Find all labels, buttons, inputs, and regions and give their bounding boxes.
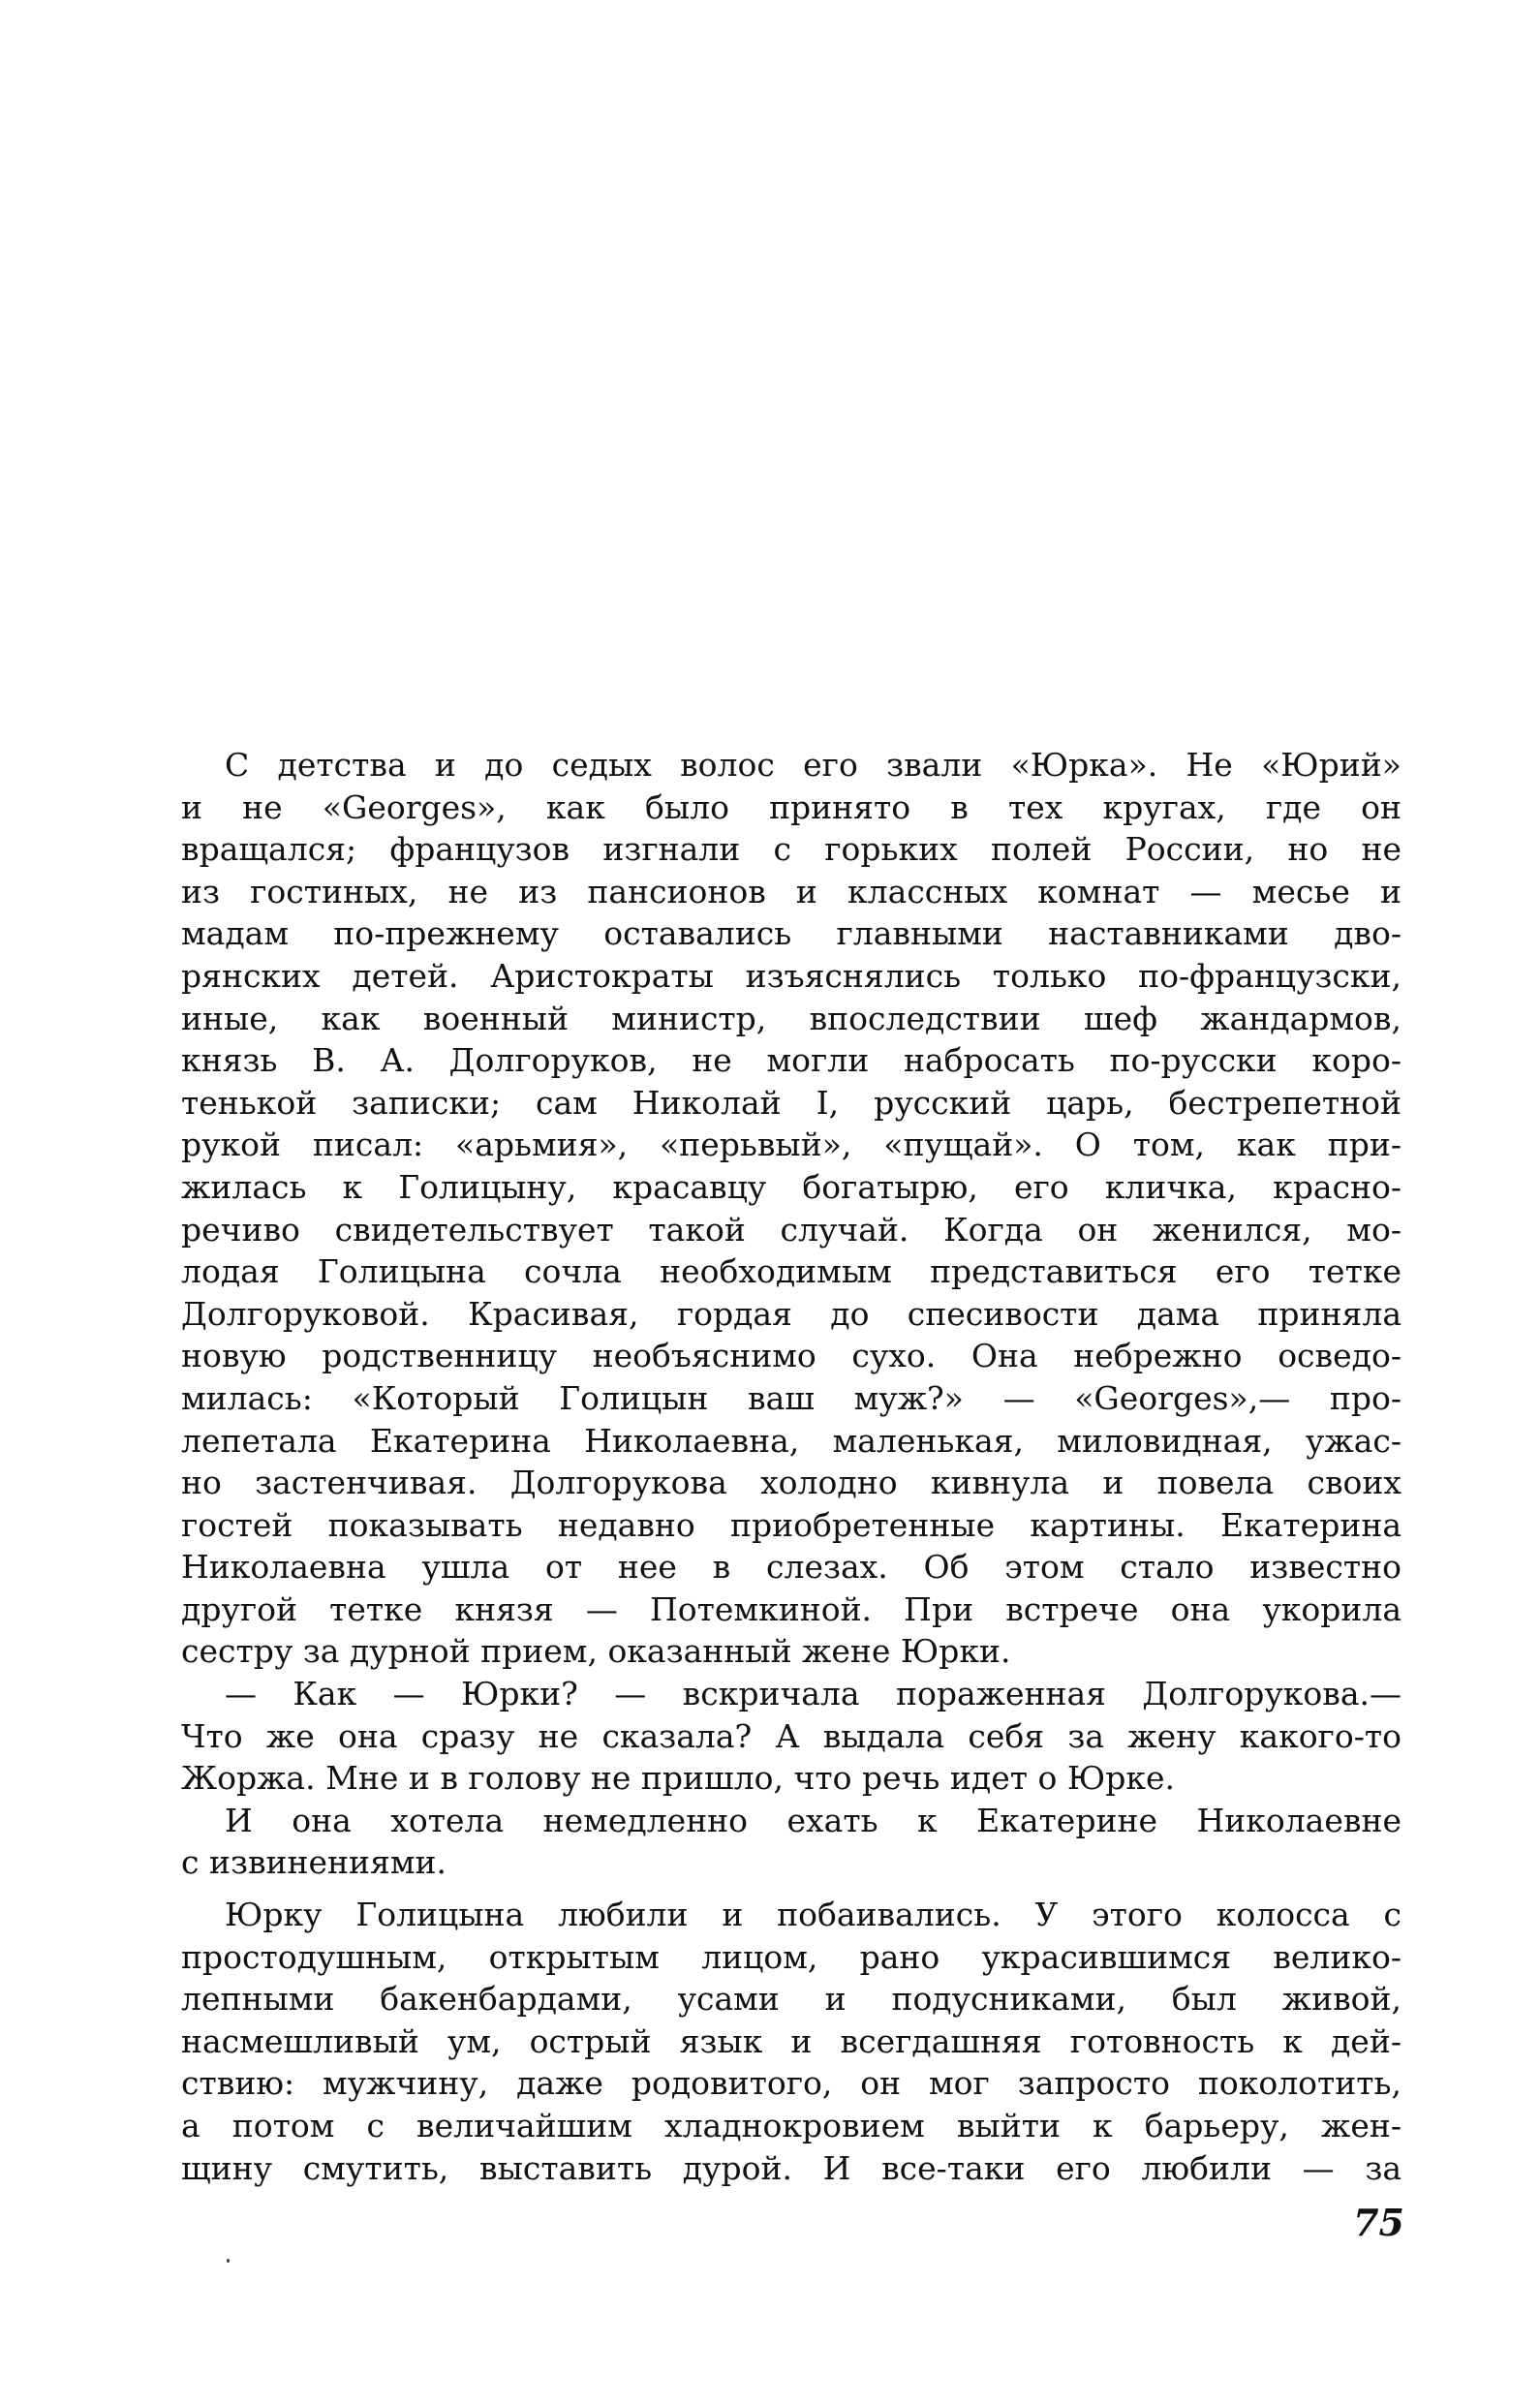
text-line: ствию: мужчину, даже родовитого, он мог запросто поколотить, [181,2064,1401,2103]
text-line: Долгоруковой. Красивая, гордая до спесивости дама приняла [181,1294,1401,1333]
text-line: Юрку Голицына любили и побаивались. У этого колосса с [225,1896,1401,1934]
text-line: щину смутить, выставить дурой. И все-таки его любили — за [181,2148,1401,2187]
text-line: другой тетке князя — Потемкиной. При встрече она укорила [181,1589,1401,1628]
text-line: насмешливый ум, острый язык и всегдашняя готовность к дей- [181,2021,1401,2060]
text-line: а потом с величайшим хладнокровием выйти к барьеру, жен- [181,2107,1401,2144]
text-line: Николаевна ушла от нее в слезах. Об этом стало известно [181,1548,1401,1587]
text-line: Жоржа. Мне и в голову не пришло, что речь идет о Юрке. [181,1759,1175,1798]
text-line: гостей показывать недавно приобретенные картины. Екатерина [181,1505,1401,1544]
text-line: лепетала Екатерина Николаевна, маленькая, миловидная, ужас- [181,1421,1401,1460]
text-line: вращался; французов изгнали с горьких полей России, но не [181,830,1401,869]
text-line: рукой писал: «арьмия», «перьвый», «пущай». О том, как при- [181,1126,1401,1164]
text-line: милась: «Который Голицын ваш муж?» — «Georges»,— про- [181,1378,1401,1417]
text-line: лодая Голицына сочла необходимым представиться его тетке [181,1252,1401,1291]
text-line: тенькой записки; сам Николай I, русский царь, бестрепетной [181,1083,1401,1122]
text-line: речиво свидетельствует такой случай. Когда он женился, мо- [181,1210,1401,1249]
text-line: простодушным, открытым лицом, рано украсившимся велико- [181,1937,1401,1976]
text-line: лепными бакенбардами, усами и подусниками, был живой, [181,1980,1401,2019]
text-line: сестру за дурной прием, оказанный жене Юрки. [181,1632,1011,1671]
text-line: иные, как военный министр, впоследствии шеф жандармов, [181,999,1401,1037]
text-line: С детства и до седых волос его звали «Юрка». Не «Юрий» [225,746,1401,784]
text-line: И она хотела немедленно ехать к Екатерине Николаевне [225,1801,1401,1839]
text-line: мадам по-прежнему оставались главными наставниками дво- [181,914,1401,953]
text-line: но застенчивая. Долгорукова холодно кивнула и повела своих [181,1464,1401,1502]
text-line: с извинениями. [181,1843,447,1882]
page-number: 75 [1353,2201,1404,2244]
text-line: и не «Georges», как было принято в тех кругах, где он [181,787,1401,826]
paragraph-gap [181,1884,1401,1894]
text-line: рянских детей. Аристократы изъяснялись только по-французски, [181,956,1401,995]
text-line: — Как — Юрки? — вскричала пораженная Долгорукова.— [225,1675,1401,1713]
text-line: князь В. А. Долгоруков, не могли набросать по-русски коро- [181,1041,1401,1080]
text-line: Что же она сразу не сказала? А выдала себя за жену какого-то [181,1716,1401,1755]
text-line: жилась к Голицыну, красавцу богатырю, его кличка, красно- [181,1167,1401,1206]
text-line: из гостиных, не из пансионов и классных комнат — месье и [181,872,1401,910]
print-speck [227,2259,230,2263]
text-line: новую родственницу необъяснимо сухо. Она небрежно осведо- [181,1337,1401,1375]
body-text [181,744,1401,2189]
